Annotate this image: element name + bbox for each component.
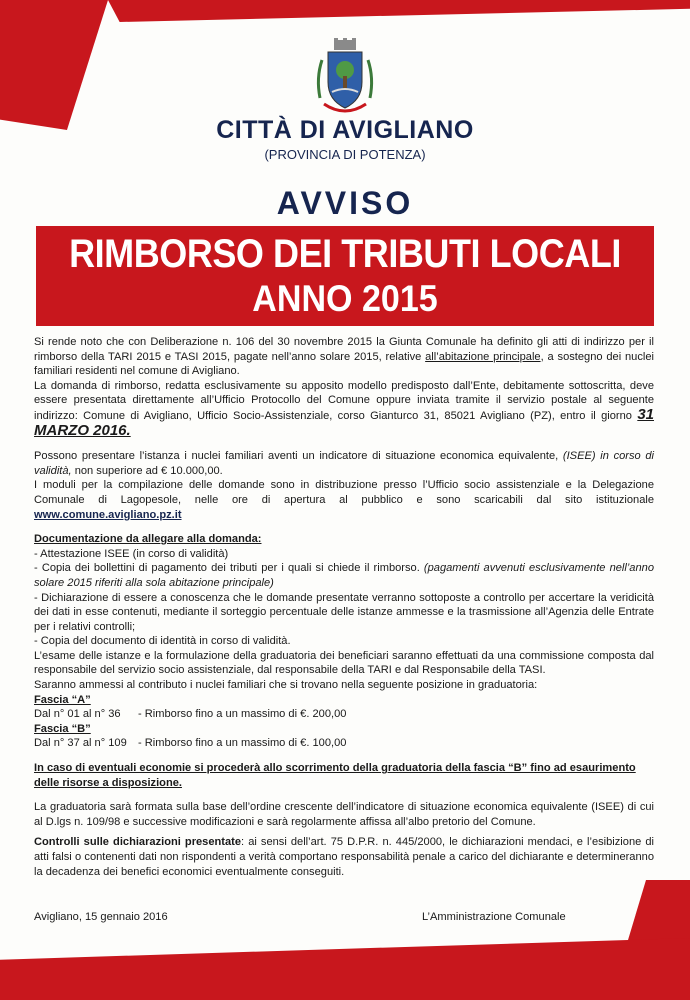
footer [34, 911, 654, 923]
controls-text: : ai sensi dell’art. 75 D.P.R. n. 445/2000, le dichiarazioni mendaci, e l’esibizione di atti falsi o contenenti dati non rispondenti a verità comportano responsabilità penale a carico del dichiarante e determineranno la decadenza dei benefici economici eventualmente conseguiti. [34, 836, 654, 878]
evaluation-paragraph: L’esame delle istanze e la formulazione della graduatoria dei beneficiari saranno effettuati da una commissione composta dal responsabile del servizio socio assistenziale, dal responsabile della TARI e dal Responsabile della TASI. [34, 649, 654, 677]
eligibility-paragraph [34, 449, 654, 478]
band-a-label: Fascia “A” [34, 693, 91, 706]
intro-paragraph [34, 335, 654, 379]
isee-threshold: non superiore ad € 10.000,00. [71, 464, 223, 477]
band-a-range: Dal n° 01 al n° 36 [34, 708, 121, 721]
corner-decoration-top-left [0, 0, 108, 130]
title-line-1: RIMBORSO DEI TRIBUTI LOCALI [69, 232, 621, 276]
deadline-date: 31 MARZO 2016. [34, 405, 654, 439]
notice-heading: AVVISO [276, 185, 414, 221]
ranking-note: La graduatoria sarà formata sulla base dell’ordine crescente dell’indicatore di situazione economica equivalente (ISEE) di cui al D.lgs n. 109/98 e successive modificazioni e sarà regolarmente affissa all’albo pretorio del Comune. [34, 801, 654, 828]
band-b-refund: - Rimborso fino a un massimo di €. 100,00 [138, 737, 347, 750]
signature: L’Amministrazione Comunale [422, 911, 566, 923]
forms-paragraph [34, 478, 654, 522]
bottom-border-stripe [0, 938, 690, 1000]
intro-underlined: all’abitazione principale [425, 350, 541, 363]
document-item: - Attestazione ISEE (in corso di validità) [34, 547, 229, 560]
isee-validity: (ISEE) in corso di validità, [34, 450, 655, 477]
document-item: - Dichiarazione di essere a conoscenza che le domande presentate verranno sottoposte a controllo per accertare la veridicità dei dati in esse contenuti, mediante il sorteggio percentuale delle istanze ammesse e la trasmissione all’Agenzia delle Entrate per i relativi controlli; [34, 591, 654, 633]
band-a-refund: - Rimborso fino a un massimo di €. 200,00 [138, 708, 347, 721]
document-item-text: - Copia dei bollettini di pagamento dei tributi per i quali si chiede il rimborso. [34, 562, 424, 575]
document-item-note: (pagamenti avvenuti esclusivamente nell’anno solare 2015 riferiti alla sola abitazione principale) [34, 562, 654, 589]
eligibility-text: Possono presentare l’istanza i nuclei familiari aventi un indicatore di situazione economica equivalente, [34, 450, 563, 463]
submission-text: La domanda di rimborso, redatta esclusivamente su apposito modello predisposto dall’Ente, debitamente sottoscritta, deve essere presentata direttamente all’Ufficio Protocollo del Comune oppure inviata tramite il servizio postale al seguente indirizzo: Comune di Avigliano, Ufficio Socio-Assistenziale, corso Gianturco 31, 85021 Avigliano (PZ), entro il giorno [34, 379, 654, 422]
place-date: Avigliano, 15 gennaio 2016 [34, 911, 168, 923]
band-b-range: Dal n° 37 al n° 109 [34, 737, 127, 750]
document-item: - Copia del documento di identità in corso di validità. [34, 635, 291, 648]
city-name: CITTÀ DI AVIGLIANO [216, 116, 474, 144]
province-name: (PROVINCIA DI POTENZA) [264, 147, 426, 162]
controls-paragraph [34, 835, 654, 879]
intro-text: Si rende noto che con Deliberazione n. 106 del 30 novembre 2015 la Giunta Comunale ha definito gli atti di indirizzo per il rimborso della TARI 2015 e TASI 2015, pagate nell’anno solare 2015, relative [34, 336, 654, 363]
notice-body [34, 335, 654, 879]
top-border-stripe [108, 0, 690, 22]
band-a-row [34, 707, 654, 722]
forms-text: I moduli per la compilazione delle domande sono in distribuzione presso l’Ufficio socio assistenziale e la Delegazione Comunale di Lagopesole, nelle ore di apertura al pubblico e sono scaricabili dal sito istituzionale [34, 479, 654, 506]
admission-paragraph: Saranno ammessi al contributo i nuclei familiari che si trovano nella seguente posizione in graduatoria: [34, 679, 538, 692]
economies-note: In caso di eventuali economie si procederà allo scorrimento della graduatoria della fascia “B” fino ad esaurimento delle risorse a disposizione. [34, 762, 636, 789]
title-line-2: ANNO 2015 [252, 278, 438, 319]
submission-paragraph [34, 379, 654, 439]
band-b-row [34, 736, 654, 751]
band-b-label: Fascia “B” [34, 722, 91, 735]
document-item [34, 561, 654, 590]
controls-heading: Controlli sulle dichiarazioni presentate [34, 836, 242, 849]
intro-text-end: , a sostegno dei nuclei familiari residenti nel comune di Avigliano. [34, 350, 654, 378]
documents-heading: Documentazione da allegare alla domanda: [34, 533, 262, 546]
coat-of-arms-icon [314, 38, 376, 118]
title-banner [36, 226, 654, 326]
website-link[interactable]: www.comune.avigliano.pz.it [34, 508, 182, 521]
